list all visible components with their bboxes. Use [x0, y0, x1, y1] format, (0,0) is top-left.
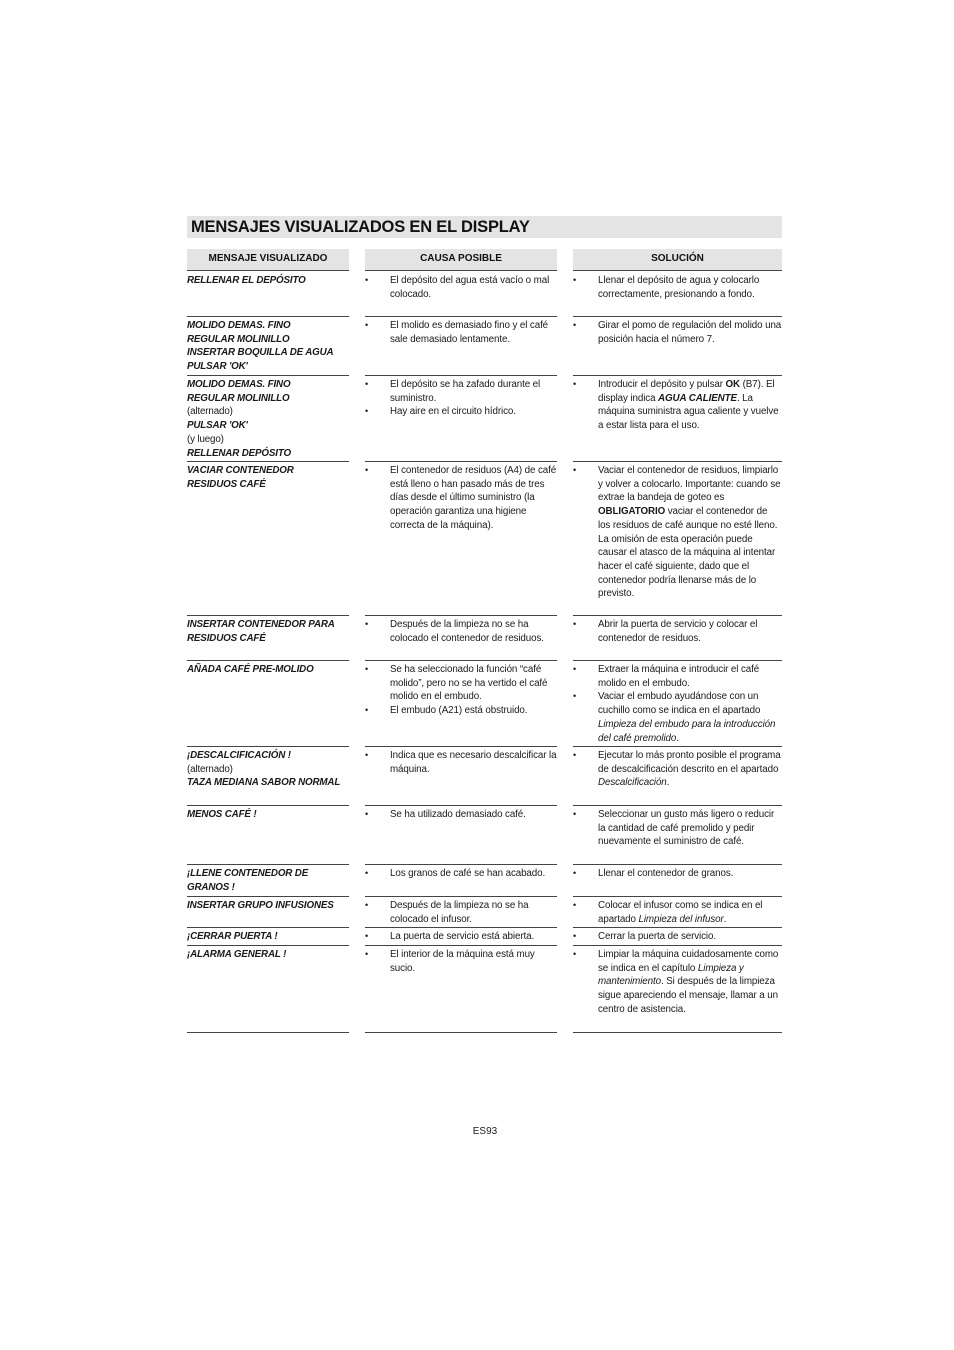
solution-cell [573, 376, 782, 462]
solution-cell [573, 317, 782, 376]
text-segment: OK [725, 379, 740, 390]
cause-cell [365, 928, 557, 946]
message-line: ¡DESCALCIFICACIÓN ! [187, 750, 291, 761]
text-segment: Colocar el infusor como se indica en el apartado [598, 900, 763, 925]
cause-item [365, 808, 557, 822]
text-segment: . [666, 777, 670, 789]
text-segment: El embudo (A21) está obstruido. [390, 705, 528, 717]
solution-list [573, 897, 782, 926]
message-line: REGULAR MOLINILLO [187, 392, 290, 404]
message-note: (y luego) [187, 433, 224, 445]
message-line: ¡LLENE CONTENEDOR DE GRANOS ! [187, 868, 309, 893]
message-line: REGULAR MOLINILLO [187, 333, 290, 345]
cause-item [365, 618, 557, 645]
table-row [0, 616, 954, 661]
solution-list [573, 616, 782, 645]
cause-cell [365, 272, 557, 317]
message-line: MENOS CAFÉ ! [187, 809, 257, 820]
solution-item [573, 274, 782, 301]
solution-cell [573, 462, 782, 616]
text-segment: Después de la limpieza no se ha colocado el contenedor de residuos. [390, 619, 544, 644]
message-line: PULSAR 'OK' [187, 420, 248, 432]
cause-cell [365, 747, 557, 806]
table-row [0, 272, 954, 317]
cause-cell [365, 946, 557, 1033]
cause-cell [365, 661, 557, 747]
solution-item [573, 899, 782, 926]
solution-cell [573, 272, 782, 317]
text-segment: El interior de la máquina está muy sucio. [390, 949, 535, 974]
cause-list [365, 897, 557, 926]
table-row [0, 661, 954, 747]
message-cell [187, 661, 349, 747]
solution-list [573, 462, 782, 601]
solution-list [573, 376, 782, 433]
message-line: RESIDUOS CAFÉ [187, 478, 266, 490]
solution-item [573, 663, 782, 690]
cause-list [365, 865, 557, 881]
message-line: MOLIDO DEMAS. FINO [187, 320, 291, 331]
display-message [187, 747, 349, 790]
display-message [187, 462, 349, 491]
cause-item [365, 899, 557, 926]
cause-item [365, 930, 557, 944]
text-segment: Limpiar la máquina cuidadosamente como se indica en el capítulo [598, 949, 779, 974]
cause-item [365, 274, 557, 301]
cause-list [365, 376, 557, 419]
solution-item [573, 749, 782, 790]
text-segment: Indica que es necesario descalcificar la máquina. [390, 750, 557, 775]
solution-item [573, 378, 782, 433]
cause-list [365, 928, 557, 944]
cause-item [365, 948, 557, 975]
cause-list [365, 747, 557, 776]
display-message [187, 317, 349, 374]
solution-item [573, 930, 782, 944]
cause-item [365, 319, 557, 346]
text-segment: . Si después de la limpieza sigue apareciendo el mensaje, llamar a un centro de asistencia. [598, 976, 778, 1015]
message-line: RELLENAR EL DEPÓSITO [187, 275, 306, 286]
cause-list [365, 272, 557, 301]
message-line: INSERTAR GRUPO INFUSIONES [187, 900, 334, 911]
section-title-bar [187, 216, 782, 238]
message-note: (alternado) [187, 406, 233, 418]
cause-list [365, 806, 557, 822]
message-cell [187, 616, 349, 661]
message-line: INSERTAR BOQUILLA DE AGUA [187, 347, 334, 359]
display-message [187, 897, 349, 913]
display-message [187, 272, 349, 288]
message-cell [187, 946, 349, 1033]
text-segment: Extraer la máquina e introducir el café molido en el embudo. [598, 664, 760, 689]
column-header-message: MENSAJE VISUALIZADO [187, 249, 349, 271]
text-segment: El depósito se ha zafado durante el suministro. [390, 379, 541, 404]
solution-item [573, 464, 782, 601]
text-segment: AGUA CALIENTE [658, 392, 737, 404]
text-segment: . [723, 913, 727, 925]
text-segment: Descalcificación [598, 777, 667, 789]
text-segment: Vaciar el contenedor de residuos, limpiarlo y volver a colocarlo. Importante: cuando se extrae la bandeja de goteo es [598, 465, 781, 504]
message-line: MOLIDO DEMAS. FINO [187, 379, 291, 390]
solution-list [573, 946, 782, 1017]
message-line: ¡ALARMA GENERAL ! [187, 949, 287, 960]
text-segment: Llenar el contenedor de granos. [598, 868, 734, 879]
solution-list [573, 661, 782, 745]
solution-list [573, 272, 782, 301]
cause-list [365, 616, 557, 645]
cause-list [365, 462, 557, 533]
table-row [0, 928, 954, 946]
solution-item [573, 319, 782, 346]
cause-cell [365, 317, 557, 376]
cause-item [365, 464, 557, 533]
text-segment: El contenedor de residuos (A4) de café está lleno o han pasado más de tres días desde el último suministro (la operación garantiza una higiene correcta de la máquina). [390, 465, 557, 531]
text-segment: Vaciar el embudo ayudándose con un cuchillo como se indica en el apartado [598, 691, 761, 717]
solution-item [573, 618, 782, 645]
solution-list [573, 747, 782, 790]
solution-cell [573, 661, 782, 747]
message-cell [187, 376, 349, 462]
text-segment: Limpieza del infusor [638, 913, 724, 925]
cause-item [365, 378, 557, 405]
table-row [0, 806, 954, 865]
text-segment: Girar el pomo de regulación del molido una posición hacia el número 7. [598, 320, 782, 345]
cause-item [365, 749, 557, 776]
text-segment: . La máquina suministra agua caliente y vuelve a estar lista para el uso. [598, 392, 779, 432]
solution-cell [573, 897, 782, 928]
solution-item [573, 808, 782, 849]
cause-item [365, 663, 557, 704]
table-row [0, 317, 954, 376]
table-row [0, 747, 954, 806]
text-segment: vaciar el contenedor de los residuos de café aunque no esté lleno. La omisión de esta operación puede causar el atasco de la máquina al intentar hacer el café siguiente, dado que el contenedor podría llenarse más de lo previsto. [598, 506, 778, 600]
message-cell [187, 897, 349, 928]
text-segment: Hay aire en el circuito hídrico. [390, 406, 516, 418]
cause-cell [365, 462, 557, 616]
table-row [0, 376, 954, 462]
column-header-solution: SOLUCIÓN [573, 249, 782, 271]
text-segment: (B7). El display indica [598, 379, 775, 404]
text-segment: OBLIGATORIO [598, 506, 666, 518]
cause-item [365, 704, 557, 718]
cause-cell [365, 865, 557, 897]
table-row [0, 462, 954, 616]
solution-cell [573, 747, 782, 806]
solution-cell [573, 806, 782, 865]
text-segment: La puerta de servicio está abierta. [390, 931, 535, 942]
text-segment: Seleccionar un gusto más ligero o reducir la cantidad de café premolido y pedir nuevamente el suministro de café. [598, 809, 775, 848]
message-line: INSERTAR CONTENEDOR PARA RESIDUOS CAFÉ [187, 619, 335, 644]
message-cell [187, 806, 349, 865]
solution-cell [573, 865, 782, 897]
message-cell [187, 747, 349, 806]
cause-list [365, 661, 557, 718]
text-segment: Limpieza del embudo para la introducción del café premolido [598, 718, 776, 744]
solution-list [573, 317, 782, 346]
text-segment: Abrir la puerta de servicio y colocar el contenedor de residuos. [598, 619, 758, 644]
page-number: ES93 [472, 1126, 498, 1137]
display-message [187, 806, 349, 822]
display-message [187, 616, 349, 645]
solution-cell [573, 928, 782, 946]
text-segment: Llenar el depósito de agua y colocarlo correctamente, presionando a fondo. [598, 275, 760, 300]
table-row [0, 865, 954, 897]
cause-item [365, 867, 557, 881]
cause-cell [365, 376, 557, 462]
text-segment: Se ha seleccionado la función “café molido”, pero no se ha vertido el café molido en el embudo. [390, 664, 548, 703]
display-message [187, 661, 349, 677]
cause-list [365, 317, 557, 346]
column-header-cause: CAUSA POSIBLE [365, 249, 557, 271]
text-segment: Después de la limpieza no se ha colocado el infusor. [390, 900, 529, 925]
text-segment: El molido es demasiado fino y el café sale demasiado lentamente. [390, 320, 549, 345]
display-message [187, 946, 349, 962]
table-row [0, 946, 954, 1033]
message-cell [187, 928, 349, 946]
cause-cell [365, 806, 557, 865]
message-line: RELLENAR DEPÓSITO [187, 447, 291, 459]
solution-item [573, 690, 782, 745]
solution-item [573, 867, 782, 881]
message-cell [187, 462, 349, 616]
solution-list [573, 865, 782, 881]
message-line: AÑADA CAFÉ PRE-MOLIDO [187, 664, 314, 675]
cause-item [365, 405, 557, 419]
message-cell [187, 865, 349, 897]
display-message [187, 865, 349, 894]
message-note: (alternado) [187, 763, 233, 775]
section-title: MENSAJES VISUALIZADOS EN EL DISPLAY [191, 218, 530, 236]
message-line: TAZA MEDIANA SABOR NORMAL [187, 777, 341, 789]
message-line: ¡CERRAR PUERTA ! [187, 931, 278, 942]
cause-cell [365, 616, 557, 661]
solution-list [573, 928, 782, 944]
message-cell [187, 272, 349, 317]
text-segment: . [676, 732, 679, 744]
text-segment: Cerrar la puerta de servicio. [598, 931, 716, 942]
cause-list [365, 946, 557, 975]
text-segment: El depósito del agua está vacío o mal colocado. [390, 275, 550, 300]
cause-cell [365, 897, 557, 928]
table-row [0, 897, 954, 928]
text-segment: Se ha utilizado demasiado café. [390, 809, 526, 820]
solution-cell [573, 616, 782, 661]
text-segment: Ejecutar lo más pronto posible el programa de descalcificación descrito en el apartado [598, 750, 781, 775]
solution-item [573, 948, 782, 1017]
message-cell [187, 317, 349, 376]
message-line: PULSAR 'OK' [187, 361, 248, 373]
text-segment: Los granos de café se han acabado. [390, 868, 546, 879]
solution-list [573, 806, 782, 849]
display-message [187, 376, 349, 460]
text-segment: Limpieza y mantenimiento [598, 962, 744, 988]
message-line: VACIAR CONTENEDOR [187, 465, 294, 476]
display-message [187, 928, 349, 944]
text-segment: Introducir el depósito y pulsar [598, 379, 726, 390]
solution-cell [573, 946, 782, 1033]
